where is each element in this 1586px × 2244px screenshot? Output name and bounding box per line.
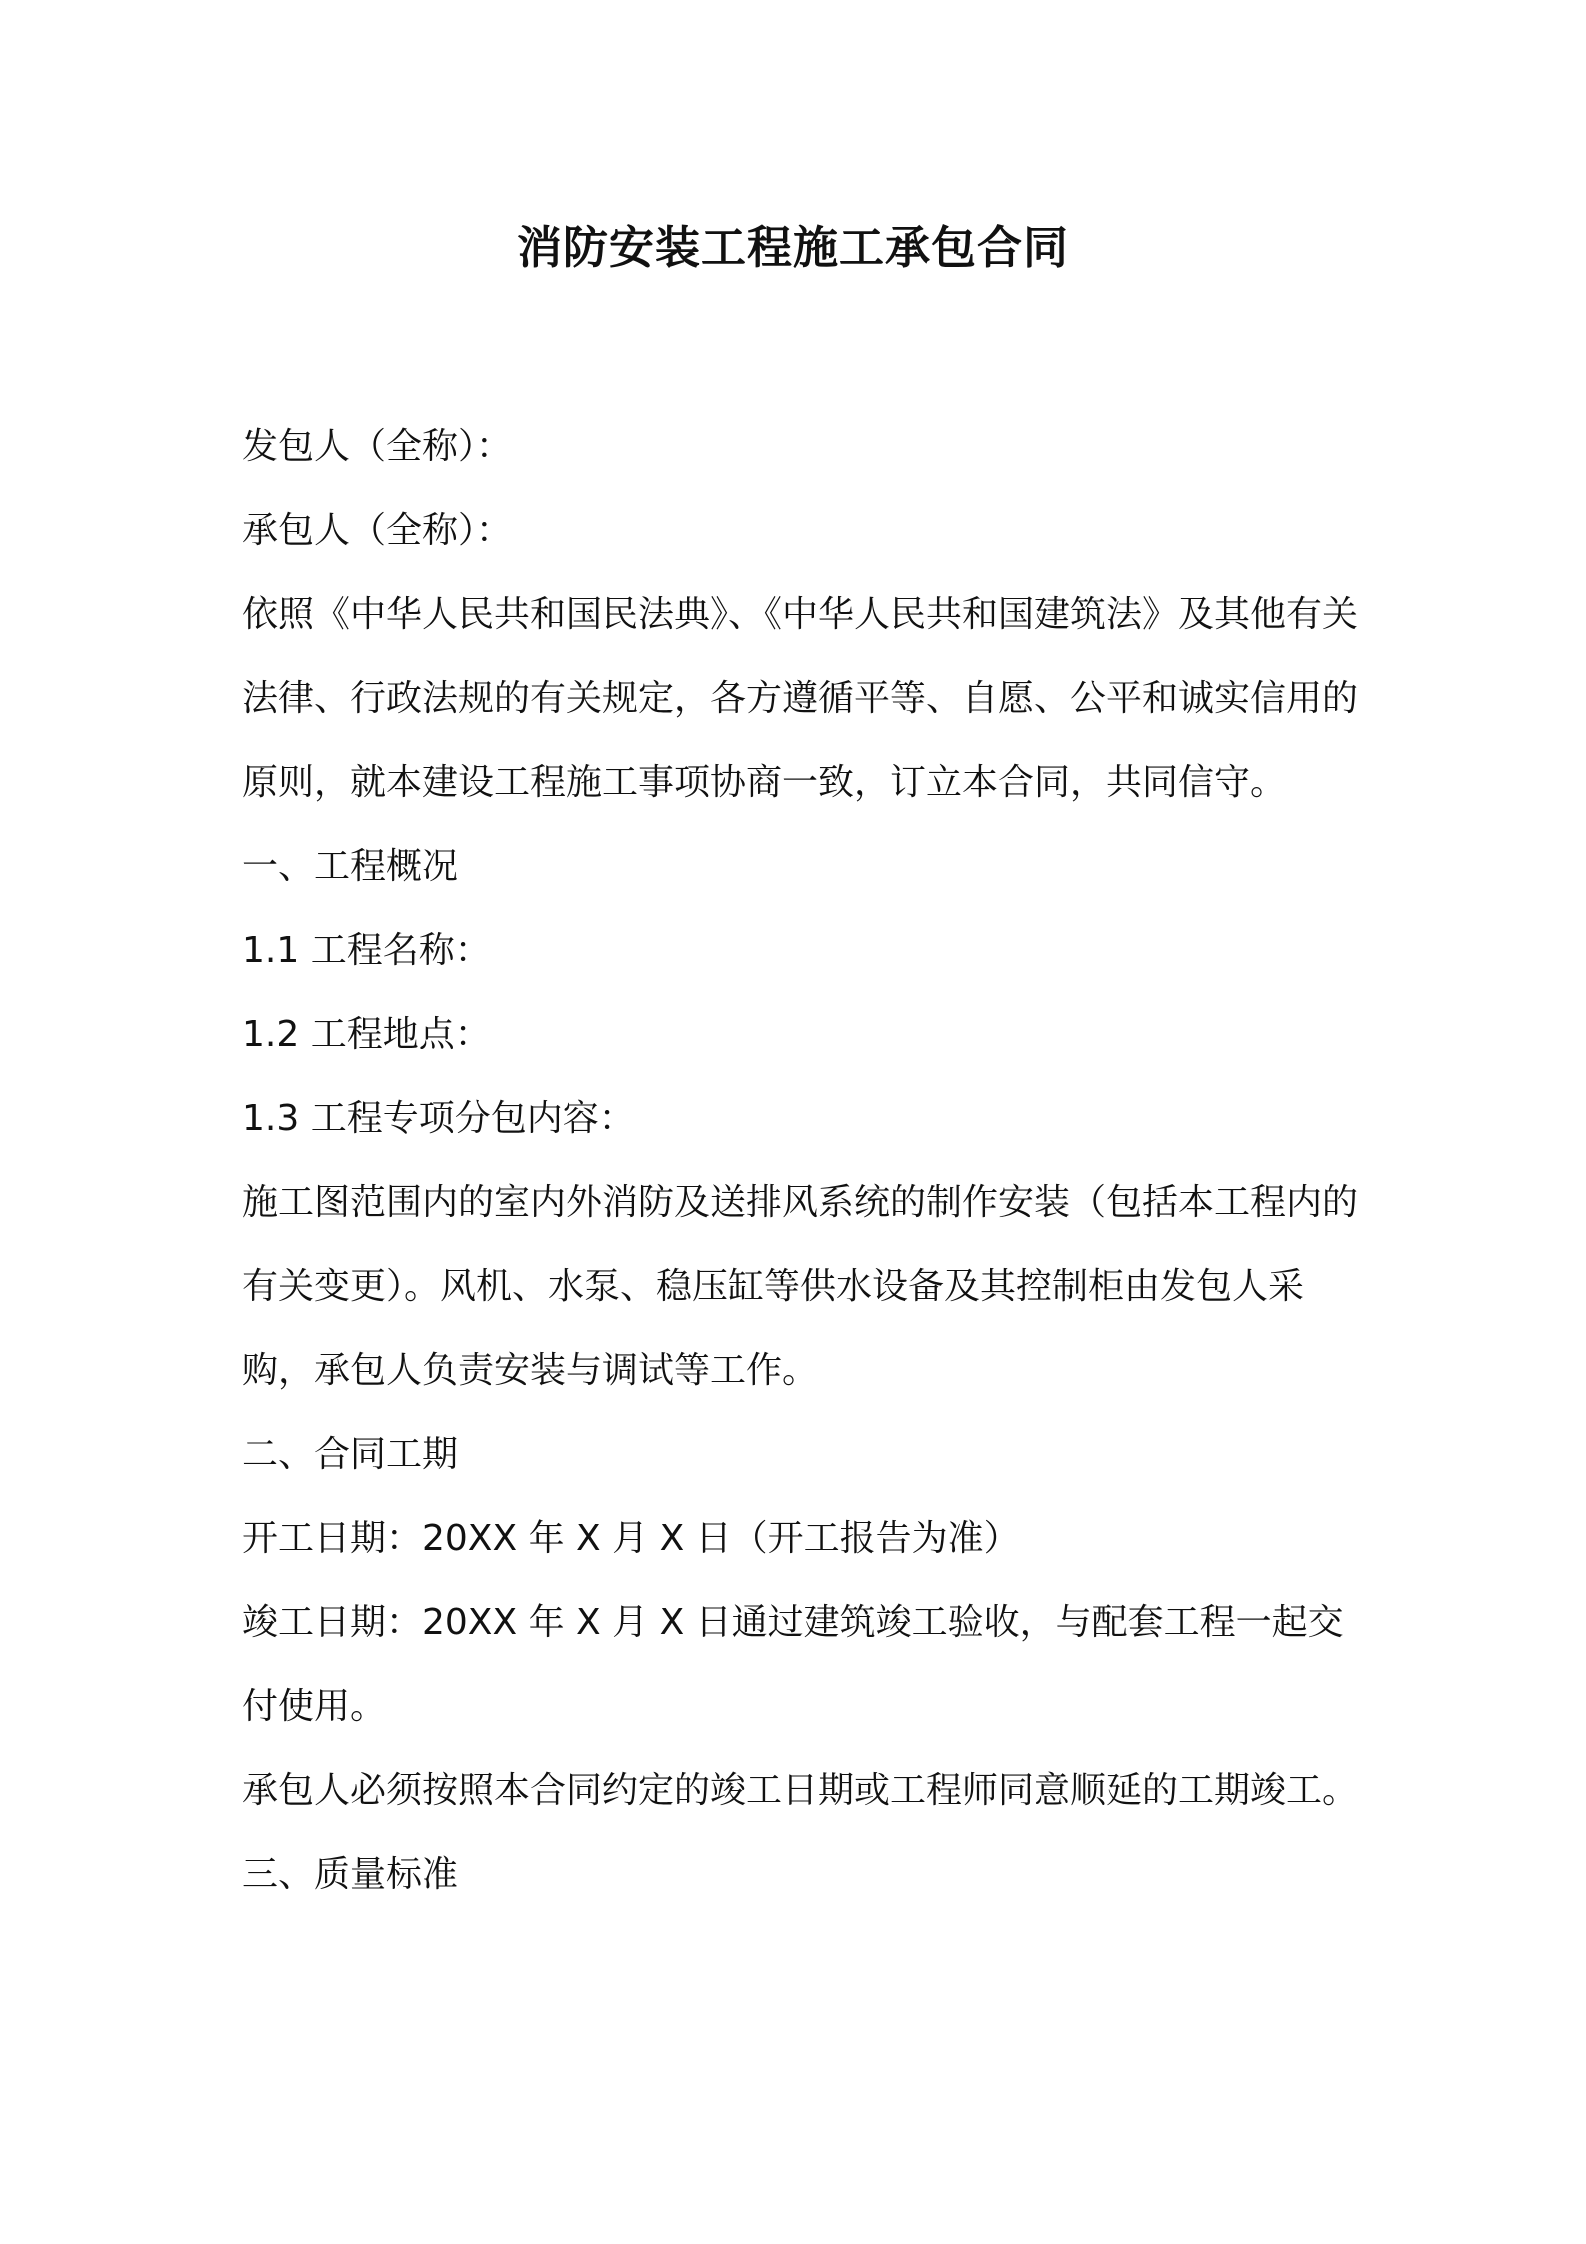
- document-title: 消防安装工程施工承包合同: [516, 221, 1069, 274]
- section-heading-project-overview: 一、工程概况: [242, 846, 459, 887]
- subcontract-scope-line: 1.3 工程专项分包内容：: [242, 1098, 635, 1139]
- preamble-paragraph: 依照《中华人民共和国民法典》、《中华人民共和国建筑法》及其他有关法律、行政法规的有关规定，各方遵循平等、自愿、公平和诚实信用的原则，就本建设工程施工事项协商一致，订立本合同，共同信守。: [242, 594, 1359, 803]
- section-heading-contract-period: 二、合同工期: [242, 1434, 459, 1475]
- project-location-line: 1.2 工程地点：: [242, 1014, 491, 1055]
- completion-obligation-paragraph: 承包人必须按照本合同约定的竣工日期或工程师同意顺延的工期竣工。: [242, 1770, 1359, 1811]
- start-date-line: 开工日期：20XX 年 X 月 X 日（开工报告为准）: [242, 1518, 1020, 1559]
- contractor-line: 承包人（全称）：: [242, 510, 513, 551]
- document-body: [242, 405, 1362, 1917]
- employer-line: 发包人（全称）：: [242, 426, 513, 467]
- scope-description-paragraph: 施工图范围内的室内外消防及送排风系统的制作安装（包括本工程内的有关变更）。风机、水泵、稳压缸等供水设备及其控制柜由发包人采购，承包人负责安装与调试等工作。: [242, 1182, 1359, 1391]
- completion-date-paragraph: 竣工日期：20XX 年 X 月 X 日通过建筑竣工验收，与配套工程一起交付使用。: [242, 1602, 1344, 1727]
- project-name-line: 1.1 工程名称：: [242, 930, 491, 971]
- section-heading-quality-standard: 三、质量标准: [242, 1854, 459, 1895]
